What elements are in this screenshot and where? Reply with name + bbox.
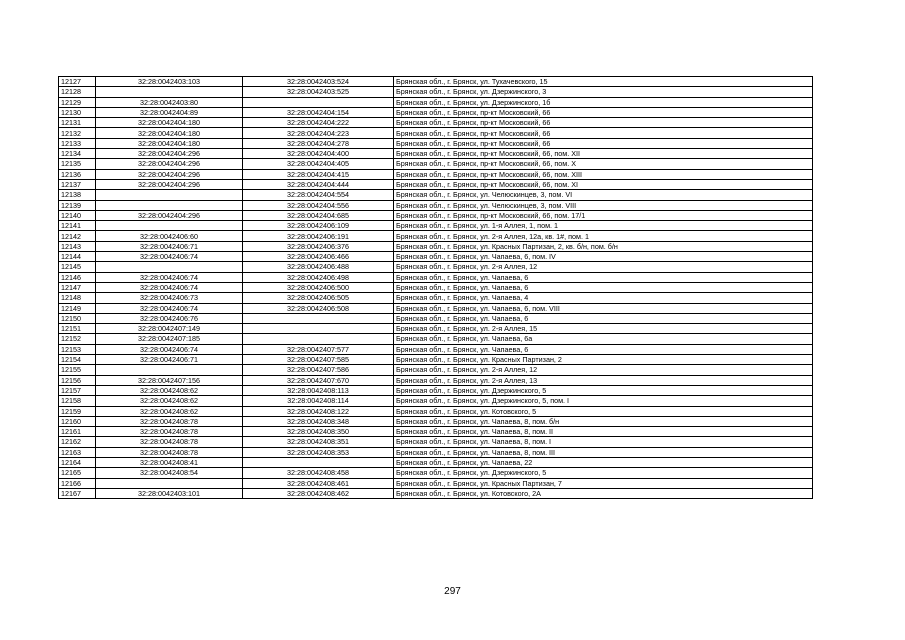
record-number-cell: 12130 [59, 107, 96, 117]
new-cadastral-number-cell: 32:28:0042404:222 [243, 118, 394, 128]
record-number-cell: 12142 [59, 231, 96, 241]
address-cell: Брянская обл., г. Брянск, пр-кт Московский, 66 [394, 138, 813, 148]
old-cadastral-number-cell: 32:28:0042408:78 [96, 416, 243, 426]
record-number-cell: 12162 [59, 437, 96, 447]
record-number-cell: 12149 [59, 303, 96, 313]
table-row [59, 437, 813, 447]
new-cadastral-number-cell: 32:28:0042408:122 [243, 406, 394, 416]
old-cadastral-number-cell [96, 478, 243, 488]
address-cell: Брянская обл., г. Брянск, ул. Котовского, 2А [394, 488, 813, 498]
old-cadastral-number-cell: 32:28:0042404:296 [96, 179, 243, 189]
record-number-cell: 12161 [59, 427, 96, 437]
table-row [59, 97, 813, 107]
old-cadastral-number-cell: 32:28:0042403:80 [96, 97, 243, 107]
new-cadastral-number-cell: 32:28:0042406:376 [243, 241, 394, 251]
address-cell: Брянская обл., г. Брянск, ул. Чапаева, 6 [394, 282, 813, 292]
address-cell: Брянская обл., г. Брянск, ул. 2-я Аллея, 12 [394, 262, 813, 272]
old-cadastral-number-cell: 32:28:0042406:60 [96, 231, 243, 241]
old-cadastral-number-cell: 32:28:0042407:149 [96, 324, 243, 334]
new-cadastral-number-cell [243, 334, 394, 344]
old-cadastral-number-cell: 32:28:0042408:78 [96, 447, 243, 457]
address-cell: Брянская обл., г. Брянск, ул. Чапаева, 8, пом. III [394, 447, 813, 457]
table-row [59, 282, 813, 292]
address-cell: Брянская обл., г. Брянск, ул. Тухачевского, 15 [394, 77, 813, 87]
new-cadastral-number-cell: 32:28:0042406:109 [243, 221, 394, 231]
old-cadastral-number-cell: 32:28:0042406:76 [96, 313, 243, 323]
record-number-cell: 12151 [59, 324, 96, 334]
new-cadastral-number-cell: 32:28:0042407:585 [243, 355, 394, 365]
table-row [59, 252, 813, 262]
old-cadastral-number-cell: 32:28:0042404:296 [96, 149, 243, 159]
address-cell: Брянская обл., г. Брянск, ул. Дзержинского, 3 [394, 87, 813, 97]
address-cell: Брянская обл., г. Брянск, пр-кт Московский, 66, пом. XIII [394, 169, 813, 179]
address-cell: Брянская обл., г. Брянск, ул. Чапаева, 8, пом. I [394, 437, 813, 447]
table-row [59, 303, 813, 313]
record-number-cell: 12134 [59, 149, 96, 159]
new-cadastral-number-cell: 32:28:0042404:415 [243, 169, 394, 179]
record-number-cell: 12147 [59, 282, 96, 292]
address-cell: Брянская обл., г. Брянск, пр-кт Московский, 66, пом. X [394, 159, 813, 169]
table-row [59, 447, 813, 457]
table-row [59, 138, 813, 148]
old-cadastral-number-cell: 32:28:0042408:78 [96, 427, 243, 437]
new-cadastral-number-cell: 32:28:0042406:488 [243, 262, 394, 272]
new-cadastral-number-cell: 32:28:0042406:500 [243, 282, 394, 292]
record-number-cell: 12133 [59, 138, 96, 148]
new-cadastral-number-cell: 32:28:0042406:191 [243, 231, 394, 241]
address-cell: Брянская обл., г. Брянск, ул. Красных Партизан, 2 [394, 355, 813, 365]
old-cadastral-number-cell: 32:28:0042406:71 [96, 241, 243, 251]
table-row [59, 396, 813, 406]
new-cadastral-number-cell: 32:28:0042404:405 [243, 159, 394, 169]
table-row [59, 457, 813, 467]
record-number-cell: 12146 [59, 272, 96, 282]
table-row [59, 190, 813, 200]
old-cadastral-number-cell: 32:28:0042403:103 [96, 77, 243, 87]
record-number-cell: 12129 [59, 97, 96, 107]
record-number-cell: 12167 [59, 488, 96, 498]
table-row [59, 179, 813, 189]
page-number: 297 [444, 586, 461, 597]
record-number-cell: 12145 [59, 262, 96, 272]
address-cell: Брянская обл., г. Брянск, ул. Чапаева, 6, пом. IV [394, 252, 813, 262]
table-row [59, 324, 813, 334]
records-table-body [59, 77, 813, 499]
table-row [59, 488, 813, 498]
table-row [59, 231, 813, 241]
old-cadastral-number-cell: 32:28:0042408:62 [96, 406, 243, 416]
table-row [59, 87, 813, 97]
address-cell: Брянская обл., г. Брянск, пр-кт Московский, 66 [394, 118, 813, 128]
old-cadastral-number-cell: 32:28:0042406:74 [96, 282, 243, 292]
new-cadastral-number-cell: 32:28:0042404:554 [243, 190, 394, 200]
record-number-cell: 12155 [59, 365, 96, 375]
address-cell: Брянская обл., г. Брянск, ул. Чапаева, 6, пом. VIII [394, 303, 813, 313]
new-cadastral-number-cell: 32:28:0042408:351 [243, 437, 394, 447]
record-number-cell: 12127 [59, 77, 96, 87]
record-number-cell: 12163 [59, 447, 96, 457]
table-row [59, 169, 813, 179]
table-row [59, 365, 813, 375]
table-row [59, 241, 813, 251]
old-cadastral-number-cell: 32:28:0042404:180 [96, 118, 243, 128]
new-cadastral-number-cell: 32:28:0042408:350 [243, 427, 394, 437]
record-number-cell: 12132 [59, 128, 96, 138]
new-cadastral-number-cell: 32:28:0042408:114 [243, 396, 394, 406]
new-cadastral-number-cell: 32:28:0042404:556 [243, 200, 394, 210]
address-cell: Брянская обл., г. Брянск, ул. 2-я Аллея, 13 [394, 375, 813, 385]
address-cell: Брянская обл., г. Брянск, ул. Чапаева, 6 [394, 344, 813, 354]
address-cell: Брянская обл., г. Брянск, пр-кт Московский, 66, пом. XI [394, 179, 813, 189]
table-row [59, 272, 813, 282]
record-number-cell: 12131 [59, 118, 96, 128]
address-cell: Брянская обл., г. Брянск, ул. Чапаева, 22 [394, 457, 813, 467]
new-cadastral-number-cell: 32:28:0042407:586 [243, 365, 394, 375]
address-cell: Брянская обл., г. Брянск, ул. Дзержинского, 5 [394, 385, 813, 395]
record-number-cell: 12144 [59, 252, 96, 262]
record-number-cell: 12158 [59, 396, 96, 406]
table-row [59, 344, 813, 354]
new-cadastral-number-cell: 32:28:0042407:577 [243, 344, 394, 354]
address-cell: Брянская обл., г. Брянск, ул. Чапаева, 6 [394, 313, 813, 323]
new-cadastral-number-cell: 32:28:0042404:400 [243, 149, 394, 159]
address-cell: Брянская обл., г. Брянск, ул. 2-я Аллея, 15 [394, 324, 813, 334]
record-number-cell: 12156 [59, 375, 96, 385]
old-cadastral-number-cell [96, 262, 243, 272]
old-cadastral-number-cell: 32:28:0042407:185 [96, 334, 243, 344]
record-number-cell: 12157 [59, 385, 96, 395]
old-cadastral-number-cell: 32:28:0042403:101 [96, 488, 243, 498]
record-number-cell: 12140 [59, 210, 96, 220]
record-number-cell: 12148 [59, 293, 96, 303]
table-row [59, 416, 813, 426]
address-cell: Брянская обл., г. Брянск, ул. Чапаева, 4 [394, 293, 813, 303]
old-cadastral-number-cell [96, 87, 243, 97]
old-cadastral-number-cell: 32:28:0042406:71 [96, 355, 243, 365]
new-cadastral-number-cell: 32:28:0042408:461 [243, 478, 394, 488]
new-cadastral-number-cell: 32:28:0042408:113 [243, 385, 394, 395]
old-cadastral-number-cell: 32:28:0042404:89 [96, 107, 243, 117]
address-cell: Брянская обл., г. Брянск, ул. Красных Партизан, 2, кв. б/н, пом. б/н [394, 241, 813, 251]
table-row [59, 210, 813, 220]
new-cadastral-number-cell: 32:28:0042408:353 [243, 447, 394, 457]
table-row [59, 128, 813, 138]
table-row [59, 221, 813, 231]
old-cadastral-number-cell: 32:28:0042404:296 [96, 159, 243, 169]
old-cadastral-number-cell: 32:28:0042404:180 [96, 128, 243, 138]
record-number-cell: 12137 [59, 179, 96, 189]
address-cell: Брянская обл., г. Брянск, ул. 2-я Аллея, 12а, кв. 1#, пом. 1 [394, 231, 813, 241]
table-row [59, 385, 813, 395]
table-row [59, 118, 813, 128]
address-cell: Брянская обл., г. Брянск, ул. Дзержинского, 5 [394, 468, 813, 478]
table-row [59, 406, 813, 416]
address-cell: Брянская обл., г. Брянск, пр-кт Московский, 66, пом. 17/1 [394, 210, 813, 220]
record-number-cell: 12136 [59, 169, 96, 179]
record-number-cell: 12153 [59, 344, 96, 354]
records-table [58, 76, 813, 499]
record-number-cell: 12164 [59, 457, 96, 467]
table-row [59, 293, 813, 303]
old-cadastral-number-cell [96, 365, 243, 375]
old-cadastral-number-cell: 32:28:0042406:74 [96, 252, 243, 262]
address-cell: Брянская обл., г. Брянск, ул. Чапаева, 8, пом. б/н [394, 416, 813, 426]
table-row [59, 313, 813, 323]
old-cadastral-number-cell: 32:28:0042408:41 [96, 457, 243, 467]
old-cadastral-number-cell: 32:28:0042408:54 [96, 468, 243, 478]
record-number-cell: 12150 [59, 313, 96, 323]
new-cadastral-number-cell [243, 457, 394, 467]
address-cell: Брянская обл., г. Брянск, ул. Дзержинского, 5, пом. I [394, 396, 813, 406]
old-cadastral-number-cell: 32:28:0042406:74 [96, 272, 243, 282]
table-row [59, 149, 813, 159]
new-cadastral-number-cell: 32:28:0042406:505 [243, 293, 394, 303]
old-cadastral-number-cell: 32:28:0042408:62 [96, 396, 243, 406]
old-cadastral-number-cell: 32:28:0042407:156 [96, 375, 243, 385]
record-number-cell: 12159 [59, 406, 96, 416]
table-row [59, 478, 813, 488]
record-number-cell: 12135 [59, 159, 96, 169]
new-cadastral-number-cell: 32:28:0042404:444 [243, 179, 394, 189]
address-cell: Брянская обл., г. Брянск, пр-кт Московский, 66 [394, 128, 813, 138]
record-number-cell: 12138 [59, 190, 96, 200]
table-row [59, 77, 813, 87]
new-cadastral-number-cell: 32:28:0042404:685 [243, 210, 394, 220]
table-row [59, 262, 813, 272]
old-cadastral-number-cell: 32:28:0042408:62 [96, 385, 243, 395]
new-cadastral-number-cell: 32:28:0042403:525 [243, 87, 394, 97]
new-cadastral-number-cell: 32:28:0042406:498 [243, 272, 394, 282]
old-cadastral-number-cell [96, 200, 243, 210]
address-cell: Брянская обл., г. Брянск, ул. Котовского, 5 [394, 406, 813, 416]
old-cadastral-number-cell: 32:28:0042406:73 [96, 293, 243, 303]
new-cadastral-number-cell: 32:28:0042408:462 [243, 488, 394, 498]
table-row [59, 375, 813, 385]
record-number-cell: 12128 [59, 87, 96, 97]
new-cadastral-number-cell: 32:28:0042404:278 [243, 138, 394, 148]
address-cell: Брянская обл., г. Брянск, пр-кт Московский, 66 [394, 107, 813, 117]
new-cadastral-number-cell: 32:28:0042408:458 [243, 468, 394, 478]
address-cell: Брянская обл., г. Брянск, ул. Чапаева, 8, пом. II [394, 427, 813, 437]
old-cadastral-number-cell: 32:28:0042404:180 [96, 138, 243, 148]
new-cadastral-number-cell [243, 97, 394, 107]
address-cell: Брянская обл., г. Брянск, пр-кт Московский, 66, пом. XII [394, 149, 813, 159]
table-row [59, 200, 813, 210]
old-cadastral-number-cell [96, 190, 243, 200]
address-cell: Брянская обл., г. Брянск, ул. Красных Партизан, 7 [394, 478, 813, 488]
address-cell: Брянская обл., г. Брянск, ул. Челюскинцев, 3, пом. VI [394, 190, 813, 200]
new-cadastral-number-cell: 32:28:0042406:508 [243, 303, 394, 313]
new-cadastral-number-cell: 32:28:0042406:466 [243, 252, 394, 262]
address-cell: Брянская обл., г. Брянск, ул. Чапаева, 6а [394, 334, 813, 344]
old-cadastral-number-cell: 32:28:0042404:296 [96, 210, 243, 220]
address-cell: Брянская обл., г. Брянск, ул. Дзержинского, 1б [394, 97, 813, 107]
table-row [59, 159, 813, 169]
new-cadastral-number-cell: 32:28:0042404:223 [243, 128, 394, 138]
new-cadastral-number-cell: 32:28:0042404:154 [243, 107, 394, 117]
table-row [59, 334, 813, 344]
address-cell: Брянская обл., г. Брянск, ул. 2-я Аллея, 12 [394, 365, 813, 375]
old-cadastral-number-cell: 32:28:0042408:78 [96, 437, 243, 447]
address-cell: Брянская обл., г. Брянск, ул. Чапаева, 6 [394, 272, 813, 282]
old-cadastral-number-cell: 32:28:0042404:296 [96, 169, 243, 179]
new-cadastral-number-cell [243, 324, 394, 334]
new-cadastral-number-cell: 32:28:0042408:348 [243, 416, 394, 426]
record-number-cell: 12165 [59, 468, 96, 478]
new-cadastral-number-cell: 32:28:0042407:670 [243, 375, 394, 385]
old-cadastral-number-cell: 32:28:0042406:74 [96, 303, 243, 313]
table-row [59, 468, 813, 478]
address-cell: Брянская обл., г. Брянск, ул. Челюскинцев, 3, пом. VIII [394, 200, 813, 210]
record-number-cell: 12143 [59, 241, 96, 251]
address-cell: Брянская обл., г. Брянск, ул. 1-я Аллея, 1, пом. 1 [394, 221, 813, 231]
table-row [59, 355, 813, 365]
record-number-cell: 12139 [59, 200, 96, 210]
new-cadastral-number-cell [243, 313, 394, 323]
table-row [59, 427, 813, 437]
old-cadastral-number-cell: 32:28:0042406:74 [96, 344, 243, 354]
record-number-cell: 12160 [59, 416, 96, 426]
record-number-cell: 12166 [59, 478, 96, 488]
record-number-cell: 12154 [59, 355, 96, 365]
table-row [59, 107, 813, 117]
record-number-cell: 12141 [59, 221, 96, 231]
new-cadastral-number-cell: 32:28:0042403:524 [243, 77, 394, 87]
old-cadastral-number-cell [96, 221, 243, 231]
record-number-cell: 12152 [59, 334, 96, 344]
